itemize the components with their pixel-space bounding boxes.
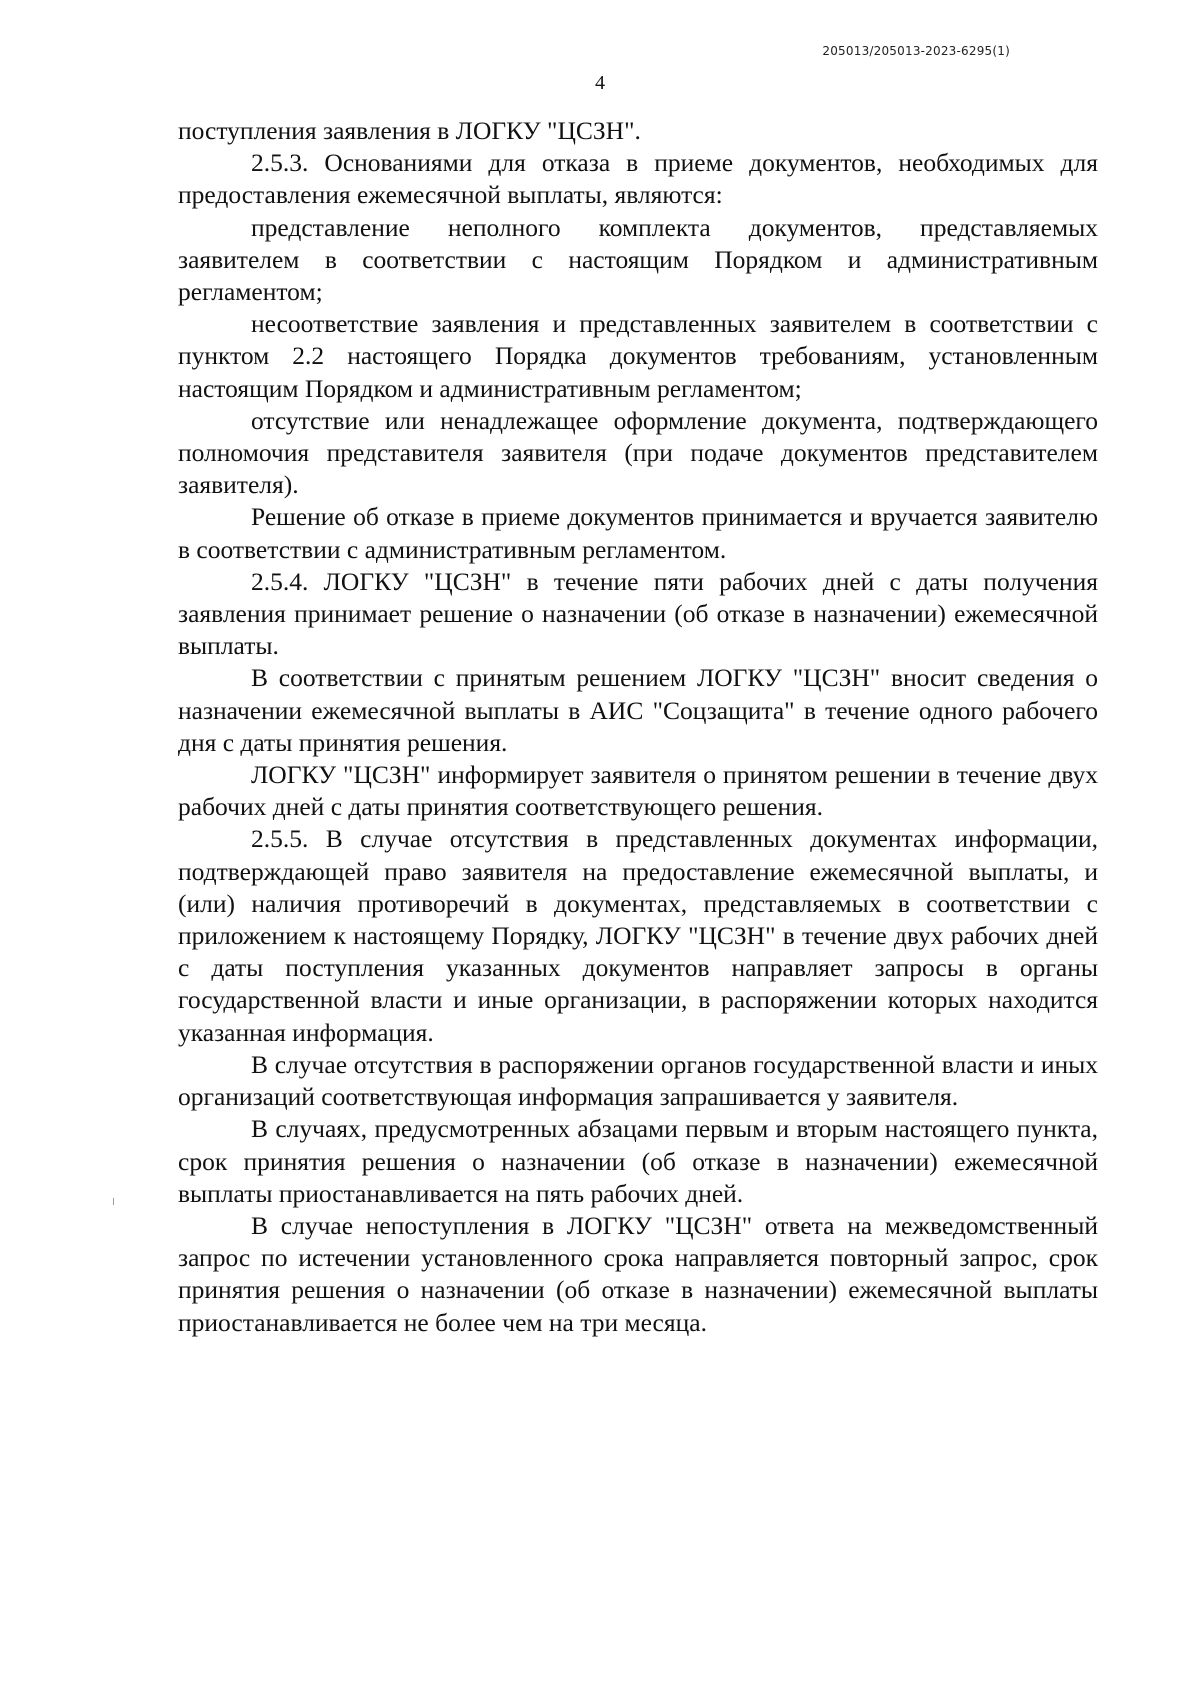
page-number: 4 <box>595 72 605 94</box>
paragraph: поступления заявления в ЛОГКУ "ЦСЗН". <box>178 116 641 145</box>
paragraph: В случае отсутствия в распоряжении органов государственной власти и иных организаций соответствующая информация запрашивается у заявителя. <box>178 1049 1098 1112</box>
document-body <box>178 115 1098 1339</box>
paragraph: несоответствие заявления и представленных заявителем в соответствии с пунктом 2.2 настоящего Порядка документов требованиям, установленным настоящим Порядком и административным регламентом; <box>178 309 1098 403</box>
document-id: 205013/205013-2023-6295(1) <box>822 44 1010 58</box>
paragraph: ЛОГКУ "ЦСЗН" информирует заявителя о принятом решении в течение двух рабочих дней с даты принятия соответствующего решения. <box>178 760 1098 822</box>
paragraph-2-5-5: 2.5.5. В случае отсутствия в представленных документах информации, подтверждающей право заявителя на предоставление ежемесячной выплаты, и (или) наличия противоречий в документах, представляемых в соответствии с приложением к настоящему Порядку, ЛОГКУ "ЦСЗН" в течение двух рабочих дней с даты поступления указанных документов направляет запросы в органы государственной власти и иные организации, в распоряжении которых находится указанная информация. <box>178 824 1098 1047</box>
paragraph: В случае непоступления в ЛОГКУ "ЦСЗН" ответа на межведомственный запрос по истечении установленного срока направляется повторный запрос, срок принятия решения о назначении (об отказе в назначении) ежемесячной выплаты приостанавливается не более чем на три месяца. <box>178 1210 1098 1337</box>
paragraph: В случаях, предусмотренных абзацами первым и вторым настоящего пункта, срок принятия решения о назначении (об отказе в назначении) ежемесячной выплаты приостанавливается на пять рабочих дней. <box>178 1114 1098 1208</box>
margin-scan-mark <box>113 1198 114 1205</box>
paragraph-2-5-3: 2.5.3. Основаниями для отказа в приеме документов, необходимых для предоставления ежемесячной выплаты, являются: <box>178 148 1098 210</box>
paragraph-2-5-4: 2.5.4. ЛОГКУ "ЦСЗН" в течение пяти рабочих дней с даты получения заявления принимает решение о назначении (об отказе в назначении) ежемесячной выплаты. <box>178 566 1098 661</box>
paragraph: представление неполного комплекта документов, представляемых заявителем в соответствии с настоящим Порядком и административным регламентом; <box>178 212 1098 307</box>
paragraph: отсутствие или ненадлежащее оформление документа, подтверждающего полномочия представителя заявителя (при подаче документов представителем заявителя). <box>178 405 1098 500</box>
paragraph: Решение об отказе в приеме документов принимается и вручается заявителю в соответствии с административным регламентом. <box>178 502 1098 564</box>
paragraph: В соответствии с принятым решением ЛОГКУ "ЦСЗН" вносит сведения о назначении ежемесячной выплаты в АИС "Соцзащита" в течение одного рабочего дня с даты принятия решения. <box>178 663 1098 757</box>
